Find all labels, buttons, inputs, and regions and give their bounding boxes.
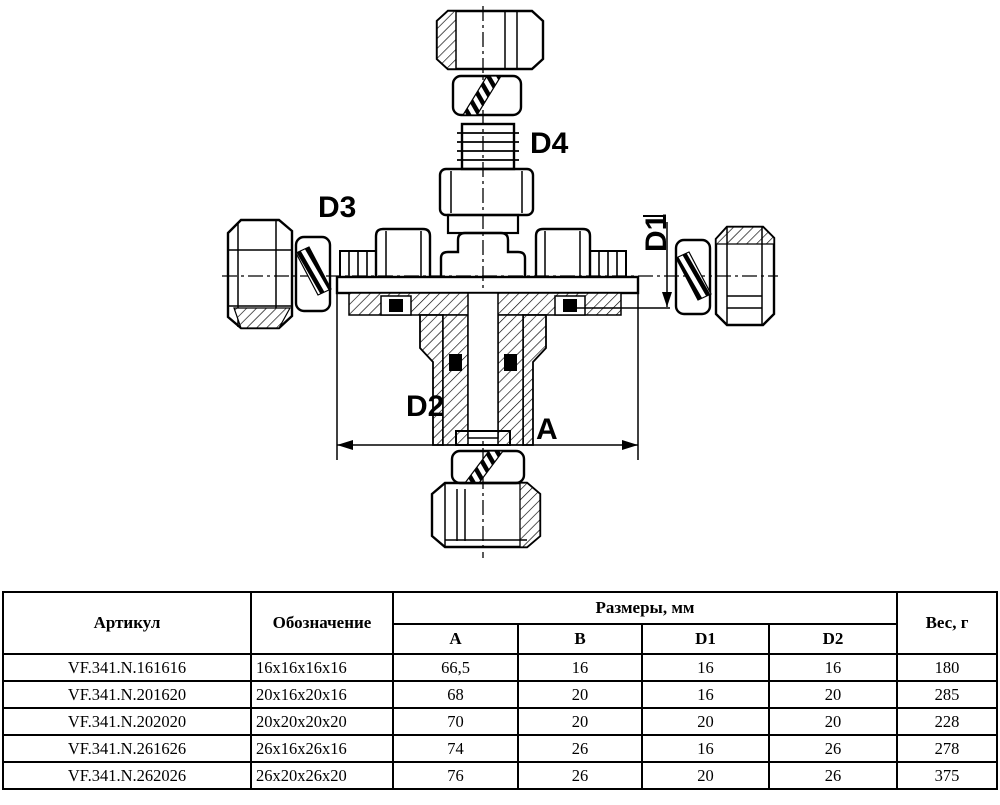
- cell-b: 16: [518, 654, 642, 681]
- cell-weight: 278: [897, 735, 997, 762]
- sub-header-d1: D1: [642, 624, 769, 654]
- table-row: [3, 654, 997, 681]
- col-header-weight: Вес, г: [897, 592, 997, 654]
- cell-weight: 375: [897, 762, 997, 789]
- stem-seal-right: [504, 354, 517, 371]
- col-header-dimensions: Размеры, мм: [393, 592, 897, 624]
- cell-a: 76: [393, 762, 518, 789]
- cell-designation: 16x16x16x16: [251, 654, 393, 681]
- table-row: [3, 762, 997, 789]
- cell-d1: 16: [642, 735, 769, 762]
- cell-designation: 20x16x20x16: [251, 681, 393, 708]
- label-d2: D2: [406, 390, 445, 423]
- cell-b: 20: [518, 708, 642, 735]
- cell-d2: 26: [769, 735, 897, 762]
- cell-article: VF.341.N.161616: [3, 654, 251, 681]
- o-ring-right: [563, 299, 577, 312]
- bottom-nut-assembly: [432, 451, 540, 547]
- cell-d1: 20: [642, 708, 769, 735]
- sub-header-b: B: [518, 624, 642, 654]
- cell-article: VF.341.N.262026: [3, 762, 251, 789]
- label-d3: D3: [318, 191, 357, 224]
- cell-a: 68: [393, 681, 518, 708]
- cell-d1: 16: [642, 654, 769, 681]
- cell-d2: 20: [769, 681, 897, 708]
- cell-designation: 20x20x20x20: [251, 708, 393, 735]
- cell-d1: 20: [642, 762, 769, 789]
- col-header-article: Артикул: [3, 592, 251, 654]
- cell-b: 20: [518, 681, 642, 708]
- left-nut-assembly: [228, 220, 331, 328]
- label-a: A: [536, 413, 558, 446]
- cell-a: 66,5: [393, 654, 518, 681]
- cell-designation: 26x16x26x16: [251, 735, 393, 762]
- cell-a: 74: [393, 735, 518, 762]
- stem-seal-left: [449, 354, 462, 371]
- table-row: [3, 681, 997, 708]
- table-row: [3, 708, 997, 735]
- table-row: [3, 735, 997, 762]
- cell-b: 26: [518, 762, 642, 789]
- label-d1: D1: [640, 213, 673, 252]
- cell-weight: 180: [897, 654, 997, 681]
- cell-article: VF.341.N.261626: [3, 735, 251, 762]
- sub-header-a: A: [393, 624, 518, 654]
- fitting-body: [337, 124, 638, 445]
- cell-d2: 16: [769, 654, 897, 681]
- cell-designation: 26x20x26x20: [251, 762, 393, 789]
- cell-d1: 16: [642, 681, 769, 708]
- cell-weight: 228: [897, 708, 997, 735]
- cell-d2: 26: [769, 762, 897, 789]
- spec-table: [2, 591, 998, 790]
- cell-a: 70: [393, 708, 518, 735]
- cell-article: VF.341.N.202020: [3, 708, 251, 735]
- col-header-designation: Обозначение: [251, 592, 393, 654]
- cell-b: 26: [518, 735, 642, 762]
- label-d4: D4: [530, 127, 569, 160]
- o-ring-left: [389, 299, 403, 312]
- cell-d2: 20: [769, 708, 897, 735]
- sub-header-d2: D2: [769, 624, 897, 654]
- cell-article: VF.341.N.201620: [3, 681, 251, 708]
- top-nut-assembly: [437, 11, 543, 115]
- cell-weight: 285: [897, 681, 997, 708]
